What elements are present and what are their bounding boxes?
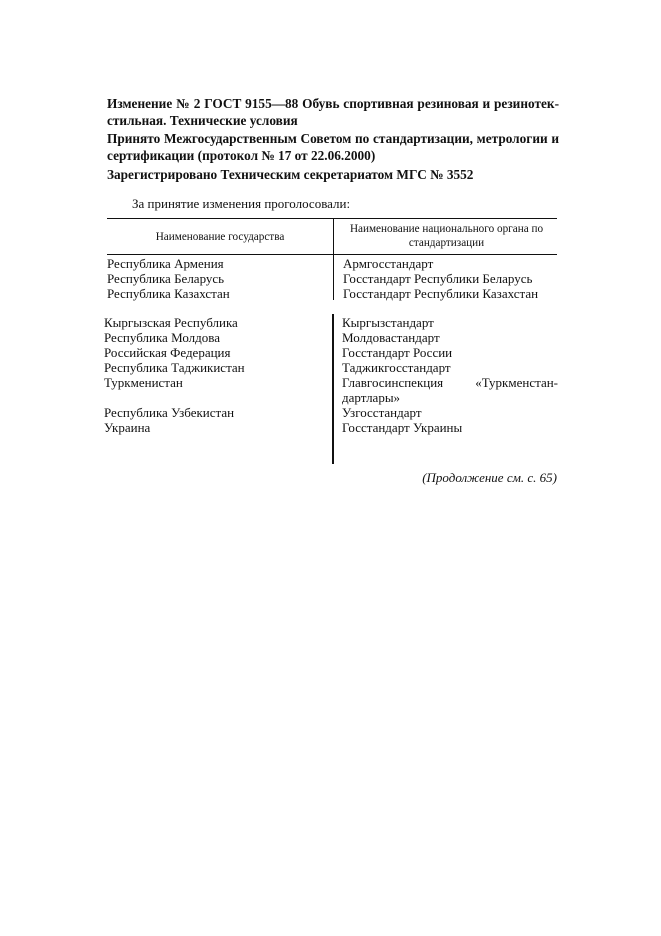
table-cell-organization: Госстандарт Республики Беларусь bbox=[343, 271, 533, 286]
document-title: Изменение № 2 ГОСТ 9155—88 Обувь спортивная резиновая и резинотек-стильная. Технические условия bbox=[107, 96, 559, 128]
column-header-organization: Наименование национального органа по стандартизации bbox=[349, 223, 544, 249]
table-cell-organization: Молдовастандарт bbox=[342, 330, 440, 345]
country-list bbox=[104, 315, 245, 435]
table-cell-country: Кыргызская Республика bbox=[104, 315, 238, 330]
table-header-rule bbox=[107, 254, 557, 255]
adoption-statement: Принято Межгосударственным Советом по стандартизации, метрологии и сертификации (протокол № 17 от 22.06.2000) bbox=[107, 131, 559, 163]
country-list bbox=[107, 256, 230, 301]
table-cell-organization: Госстандарт Республики Казахстан bbox=[343, 286, 539, 301]
table-cell-organization: Таджикгосстандарт bbox=[342, 360, 451, 375]
table-cell-organization: Армгосстандарт bbox=[343, 256, 434, 271]
organization-list bbox=[342, 315, 558, 435]
table-column-divider bbox=[333, 218, 334, 254]
voting-intro: За принятие изменения проголосовали: bbox=[132, 196, 351, 211]
column-header-country: Наименование государства bbox=[155, 231, 285, 243]
table-column-divider bbox=[332, 314, 334, 464]
table-cell-organization: Главгосинспекция «Туркменстан-дартлары» bbox=[342, 375, 558, 405]
table-cell-country: Российская Федерация bbox=[104, 345, 231, 360]
table-cell-organization: Узгосстандарт bbox=[342, 405, 422, 420]
table-cell-country: Республика Армения bbox=[107, 256, 224, 271]
table-cell-country: Республика Молдова bbox=[104, 330, 220, 345]
table-cell-organization: Кыргызстандарт bbox=[342, 315, 434, 330]
table-cell-organization: Госстандарт России bbox=[342, 345, 453, 360]
table-cell-country: Украина bbox=[104, 420, 151, 435]
table-cell-country: Республика Узбекистан bbox=[104, 405, 235, 420]
table-top-rule bbox=[107, 218, 557, 219]
registration-statement: Зарегистрировано Техническим секретариатом МГС № 3552 bbox=[107, 167, 474, 182]
table-cell-organization: Госстандарт Украины bbox=[342, 420, 463, 435]
table-cell-country: Республика Казахстан bbox=[107, 286, 230, 301]
table-cell-country: Туркменистан bbox=[104, 375, 183, 390]
organization-list bbox=[343, 256, 538, 301]
table-cell-country: Республика Беларусь bbox=[107, 271, 225, 286]
table-cell-country: Республика Таджикистан bbox=[104, 360, 245, 375]
table-column-divider bbox=[333, 254, 334, 300]
continuation-note: (Продолжение см. с. 65) bbox=[422, 470, 557, 485]
